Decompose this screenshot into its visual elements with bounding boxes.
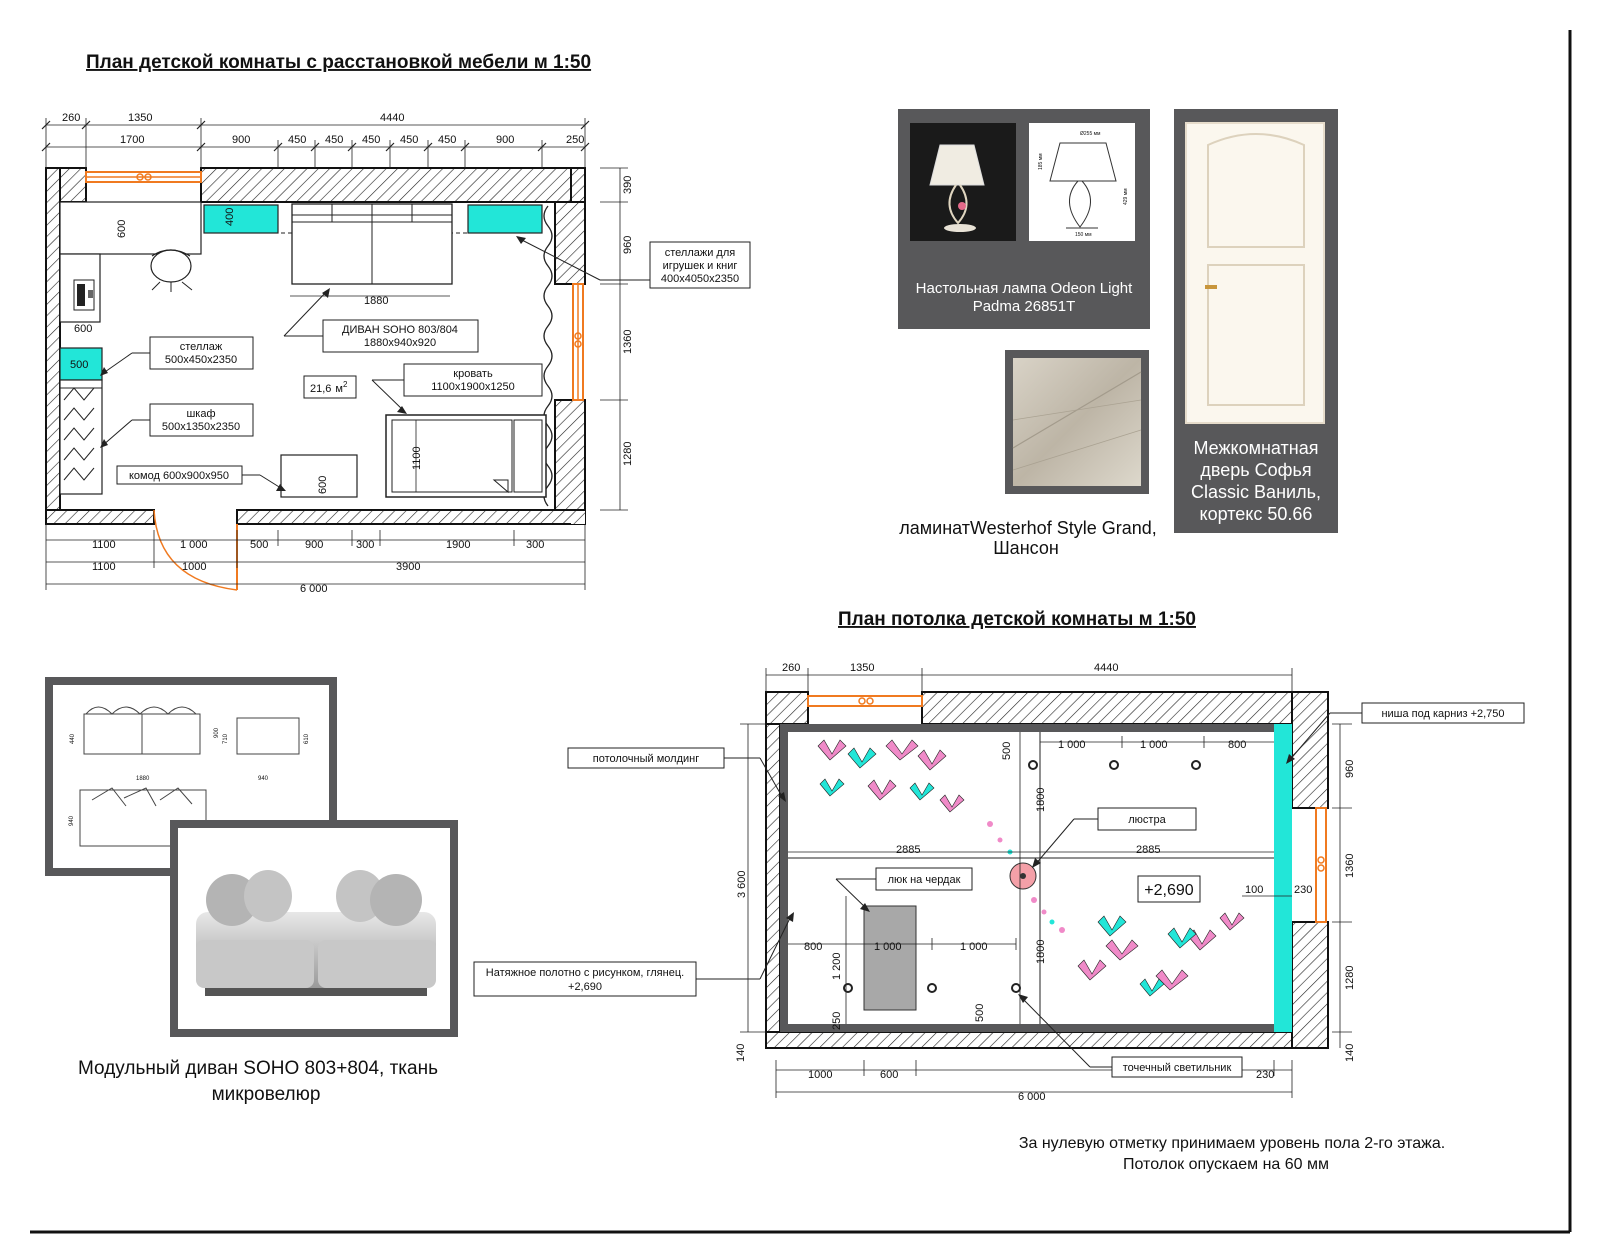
- svg-text:900: 900: [305, 539, 324, 551]
- svg-text:500: 500: [70, 359, 89, 371]
- svg-text:450: 450: [325, 134, 344, 146]
- desk: [60, 202, 201, 254]
- svg-text:1 000: 1 000: [874, 941, 902, 953]
- sofa-photo-panel: [174, 824, 454, 1033]
- svg-text:429 мм: 429 мм: [1123, 188, 1129, 205]
- svg-text:Натяжное полотно с рисунком, г: Натяжное полотно с рисунком, глянец.: [485, 967, 685, 979]
- svg-text:люстра: люстра: [1128, 814, 1166, 826]
- svg-text:1 000: 1 000: [180, 539, 208, 551]
- svg-text:1700: 1700: [120, 134, 145, 146]
- svg-text:1000: 1000: [182, 561, 207, 573]
- wall-segment: [237, 510, 585, 524]
- sofa-caption-2: микровелюр: [211, 1084, 321, 1105]
- svg-text:230: 230: [1256, 1069, 1275, 1081]
- svg-text:ДИВАН SOHO 803/804: ДИВАН SOHO 803/804: [342, 324, 458, 336]
- svg-text:450: 450: [400, 134, 419, 146]
- svg-text:500: 500: [974, 1003, 986, 1022]
- svg-text:1800: 1800: [1035, 787, 1047, 812]
- svg-text:1800: 1800: [1035, 939, 1047, 964]
- svg-text:1100: 1100: [92, 539, 116, 551]
- svg-text:1100: 1100: [92, 561, 116, 573]
- svg-text:500х450х2350: 500х450х2350: [164, 354, 238, 366]
- svg-text:потолочный молдинг: потолочный молдинг: [592, 753, 700, 765]
- svg-text:1350: 1350: [850, 662, 875, 674]
- svg-text:1 200: 1 200: [831, 952, 843, 980]
- svg-text:комод 600х900х950: комод 600х900х950: [128, 470, 230, 482]
- svg-text:3 600: 3 600: [736, 870, 748, 898]
- svg-text:230: 230: [1294, 884, 1313, 896]
- lamp-caption-2: Padma 26851T: [972, 298, 1076, 315]
- svg-text:2885: 2885: [1136, 844, 1161, 856]
- svg-text:600: 600: [880, 1069, 899, 1081]
- door-caption-4: кортекс 50.66: [1199, 504, 1313, 524]
- toy-shelf-left: [204, 205, 278, 233]
- svg-text:185 мм: 185 мм: [1038, 153, 1044, 170]
- laminate-swatch: [1013, 358, 1141, 486]
- svg-text:1000: 1000: [808, 1069, 833, 1081]
- svg-text:1350: 1350: [128, 112, 153, 124]
- laminate-caption-1: ламинатWesterhof Style Grand,: [899, 518, 1157, 538]
- wall-segment: [46, 510, 154, 524]
- curtain-niche: [1274, 724, 1292, 1032]
- svg-text:1 000: 1 000: [1058, 739, 1086, 751]
- svg-text:600: 600: [74, 323, 93, 335]
- wall-pier: [555, 202, 585, 284]
- svg-text:6 000: 6 000: [300, 583, 328, 595]
- ceiling-plan-title: План потолка детской комнаты м 1:50: [838, 609, 1196, 630]
- sofa-caption-1: Модульный диван SOHO 803+804, ткань: [78, 1058, 438, 1079]
- door-caption-2: дверь Софья: [1200, 460, 1312, 480]
- svg-text:1880: 1880: [364, 295, 389, 307]
- note-line-2: Потолок опускаем на 60 мм: [1123, 1156, 1329, 1173]
- svg-text:940: 940: [69, 815, 75, 826]
- svg-text:1880х940х920: 1880х940х920: [363, 337, 437, 349]
- svg-text:400х4050х2350: 400х4050х2350: [660, 273, 740, 285]
- svg-text:люк на чердак: люк на чердак: [887, 874, 961, 886]
- furniture-plan: [42, 112, 750, 595]
- svg-text:1280: 1280: [1344, 965, 1356, 990]
- svg-text:1280: 1280: [622, 441, 634, 466]
- level-mark: +2,690: [1144, 882, 1194, 899]
- sofa-plan: [292, 204, 452, 284]
- furniture-plan-title: План детской комнаты с расстановкой мебели м 1:50: [86, 52, 592, 73]
- svg-text:450: 450: [438, 134, 457, 146]
- toy-shelf-right: [468, 205, 542, 233]
- svg-text:300: 300: [526, 539, 545, 551]
- note-line-1: За нулевую отметку принимаем уровень пола 2-го этажа.: [1018, 1135, 1446, 1152]
- svg-text:250: 250: [831, 1011, 843, 1030]
- svg-text:600: 600: [116, 219, 128, 238]
- svg-text:800: 800: [1228, 739, 1247, 751]
- lamp-drawing: [1029, 123, 1135, 241]
- lamp-panel: [898, 109, 1150, 329]
- stretch-ceiling: [788, 732, 1290, 1024]
- svg-text:260: 260: [782, 662, 801, 674]
- laminate-caption-2: Шансон: [993, 538, 1059, 558]
- svg-text:150 мм: 150 мм: [1075, 232, 1092, 238]
- svg-text:940: 940: [258, 776, 269, 782]
- svg-text:1880: 1880: [136, 776, 150, 782]
- svg-text:кровать: кровать: [453, 368, 493, 380]
- svg-text:400: 400: [224, 207, 236, 226]
- svg-text:4440: 4440: [380, 112, 405, 124]
- svg-text:960: 960: [622, 235, 634, 254]
- laminate-panel: [899, 350, 1157, 558]
- svg-text:стеллажи для: стеллажи для: [664, 247, 736, 259]
- svg-text:стеллаж: стеллаж: [179, 341, 223, 353]
- svg-text:300: 300: [356, 539, 375, 551]
- svg-text:3900: 3900: [396, 561, 421, 573]
- svg-text:шкаф: шкаф: [186, 408, 216, 420]
- svg-text:450: 450: [362, 134, 381, 146]
- svg-text:900: 900: [232, 134, 251, 146]
- svg-text:500: 500: [250, 539, 269, 551]
- svg-text:710: 710: [223, 733, 229, 744]
- svg-text:140: 140: [1344, 1043, 1356, 1062]
- svg-text:900: 900: [214, 727, 220, 738]
- svg-text:390: 390: [622, 175, 634, 194]
- wall-segment: [201, 168, 585, 202]
- svg-text:1 000: 1 000: [960, 941, 988, 953]
- svg-text:1360: 1360: [1344, 853, 1356, 878]
- svg-text:6 000: 6 000: [1018, 1091, 1046, 1103]
- lamp-caption-1: Настольная лампа Odeon Light: [915, 280, 1133, 297]
- door-caption-1: Межкомнатная: [1193, 438, 1319, 458]
- svg-text:Ø255 мм: Ø255 мм: [1080, 131, 1101, 137]
- svg-text:610: 610: [304, 733, 310, 744]
- svg-text:1100х1900х1250: 1100х1900х1250: [431, 381, 515, 393]
- svg-text:2885: 2885: [896, 844, 921, 856]
- svg-text:ниша под карниз +2,750: ниша под карниз +2,750: [1381, 708, 1505, 720]
- svg-text:100: 100: [1245, 884, 1264, 896]
- area-label: 21,6 $м^2$: [310, 380, 348, 395]
- bed: [386, 415, 546, 497]
- svg-text:260: 260: [62, 112, 81, 124]
- attic-hatch: [864, 906, 916, 1010]
- svg-text:960: 960: [1344, 759, 1356, 778]
- svg-text:игрушек и книг: игрушек и книг: [662, 260, 738, 272]
- door-caption-3: Classic Ваниль,: [1191, 482, 1321, 502]
- svg-text:450: 450: [288, 134, 307, 146]
- door-panel: [1174, 109, 1338, 533]
- svg-text:1 000: 1 000: [1140, 739, 1168, 751]
- svg-text:600: 600: [317, 475, 329, 494]
- svg-text:1900: 1900: [446, 539, 471, 551]
- svg-text:1100: 1100: [411, 446, 423, 470]
- svg-text:500: 500: [1001, 741, 1013, 760]
- svg-text:4440: 4440: [1094, 662, 1119, 674]
- office-chair: [151, 250, 192, 292]
- svg-text:900: 900: [496, 134, 515, 146]
- svg-text:500х1350х2350: 500х1350х2350: [161, 421, 241, 433]
- wall-pier: [555, 400, 585, 510]
- ceiling-plan: [474, 662, 1524, 1103]
- svg-text:250: 250: [566, 134, 585, 146]
- svg-text:800: 800: [804, 941, 823, 953]
- svg-text:140: 140: [735, 1043, 747, 1062]
- wall-segment: [46, 168, 60, 524]
- svg-text:+2,690: +2,690: [568, 981, 602, 993]
- svg-text:1360: 1360: [622, 329, 634, 354]
- svg-text:точечный светильник: точечный светильник: [1122, 1062, 1232, 1074]
- svg-text:440: 440: [70, 733, 76, 744]
